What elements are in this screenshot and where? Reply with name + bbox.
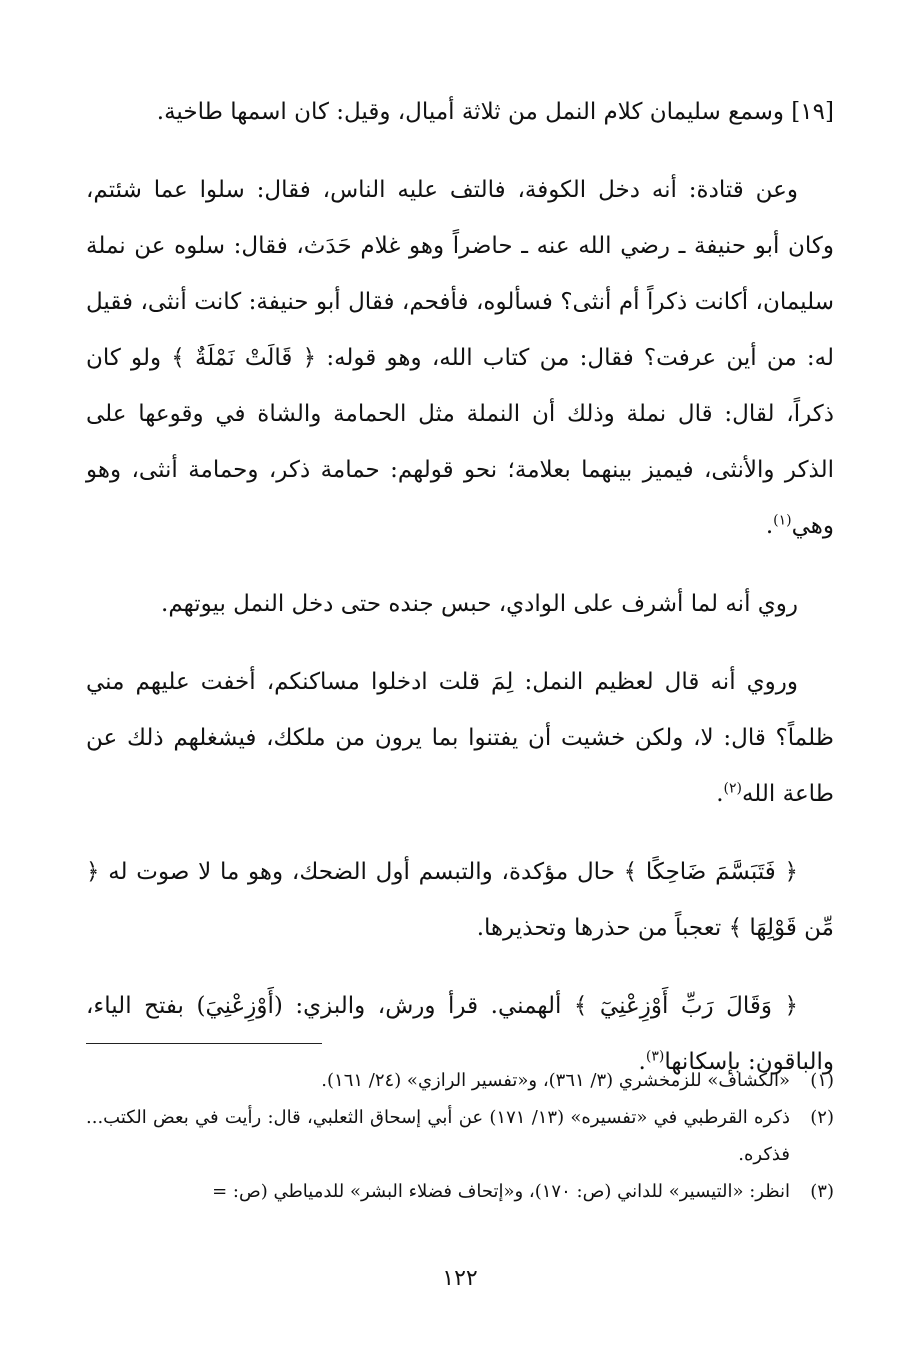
footnote-text: «الكشاف» للزمخشري (٣/ ٣٦١)، و«تفسير الرازي» (٢٤/ ١٦١). [321,1070,790,1091]
footnote-ref-1: (١) [773,512,792,529]
paragraph-2-text: وعن قتادة: أنه دخل الكوفة، فالتف عليه الناس، فقال: سلوا عما شئتم، وكان أبو حنيفة ـ رضي الله عنه ـ حاضراً وهو غلام حَدَث، فقال: سلوه عن نملة سليمان، أكانت ذكراً أم أنثى؟ فسألوه، فأفحم، فقال أبو حنيفة: كانت أنثى، فقيل له: من أين عرفت؟ فقال: من كتاب الله، وهو قوله: ﴿ قَالَتْ نَمْلَةٌ ﴾ ولو كان ذكراً، لقال: قال نملة وذلك أن النملة مثل الحمامة والشاة في وقوعها على الذكر والأنثى، فيميز بينهما بعلامة؛ نحو قولهم: حمامة ذكر، وحمامة أنثى، وهو وهي [86,177,834,539]
footnote-2 [86,1099,834,1173]
paragraph-5: ﴿ فَتَبَسَّمَ ضَاحِكًا ﴾ حال مؤكدة، والتبسم أول الضحك، وهو ما لا صوت له ﴿ مِّن قَوْلِهَا ﴾ تعجباً من حذرها وتحذيرها. [86,859,834,941]
paragraph-4-text: وروي أنه قال لعظيم النمل: لِمَ قلت ادخلوا مساكنكم، أخفت عليهم مني ظلماً؟ قال: لا، ولكن خشيت أن يفتنوا بما يرون من ملكك، فيشغلهم ذلك عن طاعة الله [86,669,834,807]
footnote-number: (١) [810,1070,834,1091]
footnote-text: ذكره القرطبي في «تفسيره» (١٣/ ١٧١) عن أبي إسحاق الثعلبي، قال: رأيت في بعض الكتب... فذكره. [86,1107,790,1165]
footnote-3 [86,1173,834,1210]
footnotes [86,1062,834,1210]
paragraph-6: ﴿ وَقَالَ رَبِّ أَوْزِعْنِيٓ ﴾ ألهمني. قرأ ورش، والبزي: (أَوْزِعْنِيَ) بفتح الياء، والباقون: بإسكانها$^{(٣)}$. [86,993,834,1075]
footnote-ref-3: (٣) [645,1048,665,1065]
paragraph-3: روي أنه لما أشرف على الوادي، حبس جنده حتى دخل النمل بيوتهم. [161,591,798,617]
paragraph-1: [١٩] وسمع سليمان كلام النمل من ثلاثة أميال، وقيل: كان اسمها طاخية. [156,99,834,125]
paragraph-2: وعن قتادة: أنه دخل الكوفة، فالتف عليه الناس، فقال: سلوا عما شئتم، وكان أبو حنيفة ـ رضي الله عنه ـ حاضراً وهو غلام حَدَث، فقال: سلوه عن نملة سليمان، أكانت ذكراً أم أنثى؟ فسألوه، فأفحم، فقال أبو حنيفة: كانت أنثى، فقيل له: من أين عرفت؟ فقال: من كتاب الله، وهو قوله: ﴿ قَالَتْ نَمْلَةٌ ﴾ ولو كان ذكراً، لقال: قال نملة وذلك أن النملة مثل الحمامة والشاة في وقوعها على الذكر والأنثى، فيميز بينهما بعلامة؛ نحو قولهم: حمامة ذكر، وحمامة أنثى، وهو وهي$^{(١)}$. [86,177,834,539]
main-text [86,84,834,1112]
footnote-number: (٢) [810,1107,834,1128]
page-number: ١٢٢ [442,1266,478,1291]
footnote-number: (٣) [810,1181,834,1202]
footnote-1 [86,1062,834,1099]
paragraph-6-text: ﴿ وَقَالَ رَبِّ أَوْزِعْنِيٓ ﴾ ألهمني. قرأ ورش، والبزي: (أَوْزِعْنِيَ) بفتح الياء، والباقون: بإسكانها [86,993,834,1075]
paragraph-4: وروي أنه قال لعظيم النمل: لِمَ قلت ادخلوا مساكنكم، أخفت عليهم مني ظلماً؟ قال: لا، ولكن خشيت أن يفتنوا بما يرون من ملكك، فيشغلهم ذلك عن طاعة الله$^{(٢)}$. [86,669,834,807]
footnote-ref-2: (٢) [723,780,742,797]
footnote-divider [86,1043,322,1044]
footnote-text: انظر: «التيسير» للداني (ص: ١٧٠)، و«إتحاف فضلاء البشر» للدمياطي (ص: = [212,1181,790,1202]
